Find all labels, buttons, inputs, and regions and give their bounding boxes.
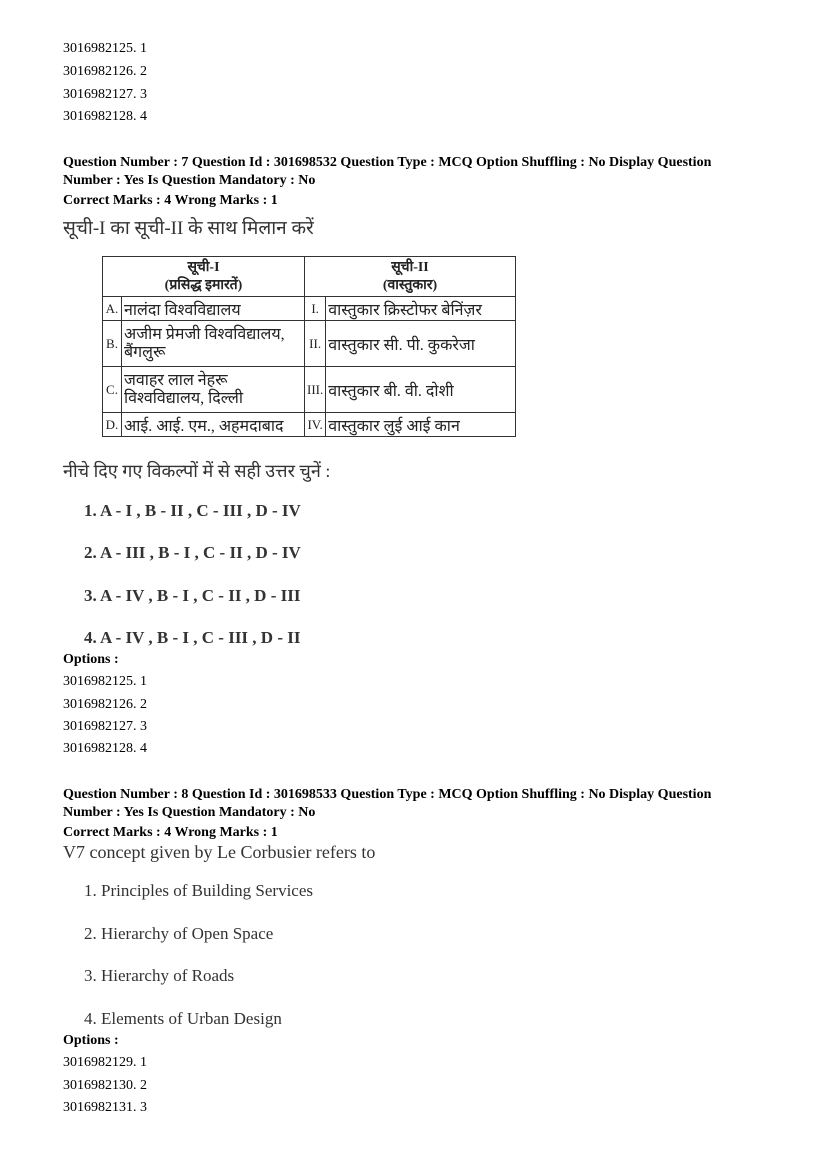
q7-choice-1: 1. A - I , B - II , C - III , D - IV bbox=[84, 501, 301, 520]
list-2-header: सूची-II (वास्तुकार) bbox=[305, 257, 516, 297]
q8-choice-4: 4. Elements of Urban Design bbox=[84, 1009, 282, 1028]
q8-meta-line2: Number : Yes Is Question Mandatory : No bbox=[63, 805, 316, 820]
q8-choice-3: 3. Hierarchy of Roads bbox=[84, 966, 235, 985]
option-id-line: 3016982128. 4 bbox=[63, 109, 147, 124]
q7-choice-3: 3. A - IV , B - I , C - II , D - III bbox=[84, 586, 301, 605]
q8-marks: Correct Marks : 4 Wrong Marks : 1 bbox=[63, 825, 278, 840]
option-id-line: 3016982127. 3 bbox=[63, 87, 147, 102]
q7-instruction: नीचे दिए गए विकल्पों में से सही उत्तर चुनें : bbox=[63, 461, 331, 481]
table-row: A. नालंदा विश्वविद्यालय I. वास्तुकार क्रिस्टोफर बेनिंज़र bbox=[103, 297, 516, 321]
q7-meta-line2: Number : Yes Is Question Mandatory : No bbox=[63, 173, 316, 188]
option-id-line: 3016982127. 3 bbox=[63, 719, 147, 734]
q7-prompt: सूची-I का सूची-II के साथ मिलान करें bbox=[63, 218, 314, 239]
q7-options-label: Options : bbox=[63, 652, 119, 667]
option-id-line: 3016982128. 4 bbox=[63, 741, 147, 756]
q8-choice-1: 1. Principles of Building Services bbox=[84, 881, 314, 900]
option-id-line: 3016982125. 1 bbox=[63, 41, 147, 56]
q7-marks: Correct Marks : 4 Wrong Marks : 1 bbox=[63, 193, 278, 208]
option-id-line: 3016982126. 2 bbox=[63, 64, 147, 79]
table-row: C. जवाहर लाल नेहरू विश्वविद्यालय, दिल्ली III. वास्तुकार बी. वी. दोशी bbox=[103, 367, 516, 413]
option-id-line: 3016982131. 3 bbox=[63, 1100, 147, 1115]
q8-meta-line1: Question Number : 8 Question Id : 301698533 Question Type : MCQ Option Shuffling : No Display Question bbox=[63, 787, 712, 802]
q8-options-label: Options : bbox=[63, 1033, 119, 1048]
option-id-line: 3016982130. 2 bbox=[63, 1078, 147, 1093]
match-table bbox=[102, 256, 516, 437]
list-1-header: सूची-I (प्रसिद्ध इमारतें) bbox=[103, 257, 305, 297]
option-id-line: 3016982129. 1 bbox=[63, 1055, 147, 1070]
table-row: D. आई. आई. एम., अहमदाबाद IV. वास्तुकार लुई आई कान bbox=[103, 413, 516, 437]
q7-choice-4: 4. A - IV , B - I , C - III , D - II bbox=[84, 628, 301, 647]
table-row: B. अजीम प्रेमजी विश्वविद्यालय, बैंगलुरू II. वास्तुकार सी. पी. कुकरेजा bbox=[103, 321, 516, 367]
option-id-line: 3016982126. 2 bbox=[63, 697, 147, 712]
q7-choice-2: 2. A - III , B - I , C - II , D - IV bbox=[84, 543, 301, 562]
q7-meta-line1: Question Number : 7 Question Id : 301698532 Question Type : MCQ Option Shuffling : No Display Question bbox=[63, 155, 712, 170]
q8-prompt: V7 concept given by Le Corbusier refers to bbox=[63, 842, 376, 862]
option-id-line: 3016982125. 1 bbox=[63, 674, 147, 689]
q8-choice-2: 2. Hierarchy of Open Space bbox=[84, 924, 274, 943]
